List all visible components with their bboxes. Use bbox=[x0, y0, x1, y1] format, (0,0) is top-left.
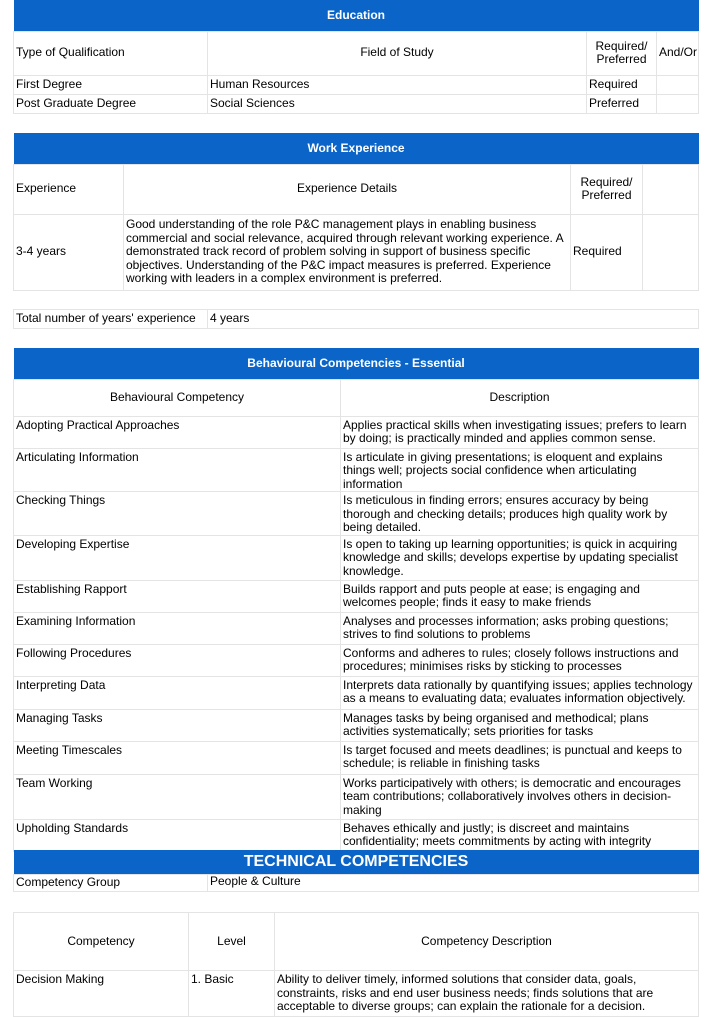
education-cell: First Degree bbox=[14, 75, 208, 94]
competency-name: Upholding Standards bbox=[14, 819, 341, 851]
education-header-type: Type of Qualification bbox=[14, 31, 208, 75]
competency-name: Developing Expertise bbox=[14, 535, 341, 580]
education-cell: Preferred bbox=[587, 94, 657, 113]
competency-name: Examining Information bbox=[14, 612, 341, 644]
table-row bbox=[14, 774, 699, 819]
total-experience-value: 4 years bbox=[208, 310, 699, 329]
table-row bbox=[14, 448, 699, 492]
table-row bbox=[14, 819, 699, 851]
competency-description: Analyses and processes information; asks probing questions; strives to find solutions to problems bbox=[341, 612, 699, 644]
table-row bbox=[14, 709, 699, 741]
table-row bbox=[14, 535, 699, 580]
competency-description: Conforms and adheres to rules; closely follows instructions and procedures; minimises risks by sticking to processes bbox=[341, 644, 699, 676]
behavioural-title: Behavioural Competencies - Essential bbox=[14, 348, 699, 379]
total-experience-label: Total number of years' experience bbox=[14, 310, 208, 329]
competency-description: Is meticulous in finding errors; ensures accuracy by being thorough and checking details; produces high quality work by being detailed. bbox=[341, 492, 699, 536]
competency-description: Is target focused and meets deadlines; is punctual and keeps to schedule; is reliable in finishing tasks bbox=[341, 741, 699, 774]
work-experience-table bbox=[13, 133, 699, 291]
table-row bbox=[14, 580, 699, 612]
technical-header-description: Competency Description bbox=[275, 913, 699, 971]
competency-name: Managing Tasks bbox=[14, 709, 341, 741]
education-title: Education bbox=[14, 0, 699, 31]
education-header-andor: And/Or bbox=[657, 31, 699, 75]
education-table bbox=[13, 0, 699, 114]
competency-description: Is open to taking up learning opportunities; is quick in acquiring knowledge and skills; develops expertise by updating specialist knowledge. bbox=[341, 535, 699, 580]
competency-name: Following Procedures bbox=[14, 644, 341, 676]
table-row bbox=[14, 492, 699, 536]
table-row bbox=[14, 612, 699, 644]
table-row bbox=[14, 214, 699, 290]
behavioural-header-competency: Behavioural Competency bbox=[14, 379, 341, 416]
education-cell: Social Sciences bbox=[208, 94, 587, 113]
total-experience-table bbox=[13, 309, 699, 329]
competency-description: Applies practical skills when investigating issues; prefers to learn by doing; is practically minded and applies common sense. bbox=[341, 416, 699, 448]
competency-name: Meeting Timescales bbox=[14, 741, 341, 774]
technical-competencies-header-table bbox=[13, 850, 699, 892]
table-row bbox=[14, 644, 699, 676]
technical-header-competency: Competency bbox=[14, 913, 189, 971]
competency-group-label: Competency Group bbox=[14, 874, 208, 891]
table-row bbox=[14, 971, 699, 1017]
technical-competency-name: Decision Making bbox=[14, 971, 189, 1017]
work-experience-extra bbox=[643, 214, 699, 290]
work-header-required: Required/ Preferred bbox=[571, 164, 643, 214]
education-cell: Post Graduate Degree bbox=[14, 94, 208, 113]
table-row bbox=[14, 741, 699, 774]
table-row bbox=[14, 94, 699, 113]
work-experience-value: 3-4 years bbox=[14, 214, 124, 290]
competency-description: Is articulate in giving presentations; is eloquent and explains things well; projects social confidence when articulating information bbox=[341, 448, 699, 492]
education-cell: Required bbox=[587, 75, 657, 94]
education-header-required: Required/ Preferred bbox=[587, 31, 657, 75]
competency-group-value: People & Culture bbox=[208, 874, 699, 891]
competency-name: Checking Things bbox=[14, 492, 341, 536]
behavioural-competencies-table bbox=[13, 348, 699, 852]
education-cell: Human Resources bbox=[208, 75, 587, 94]
table-row bbox=[14, 416, 699, 448]
competency-name: Interpreting Data bbox=[14, 676, 341, 709]
work-experience-required: Required bbox=[571, 214, 643, 290]
education-header-field: Field of Study bbox=[208, 31, 587, 75]
work-header-empty bbox=[643, 164, 699, 214]
technical-title: TECHNICAL COMPETENCIES bbox=[14, 850, 699, 874]
work-header-details: Experience Details bbox=[124, 164, 571, 214]
work-experience-details: Good understanding of the role P&C management plays in enabling business commercial and social relevance, acquired through relevant working experience. A demonstrated track record of problem solving in support of business specific objectives. Understanding of the P&C impact measures is preferred. Experience working with leaders in a complex environment is preferred. bbox=[124, 214, 571, 290]
table-row bbox=[14, 676, 699, 709]
competency-description: Manages tasks by being organised and methodical; plans activities systematically; sets priorities for tasks bbox=[341, 709, 699, 741]
technical-competencies-table bbox=[13, 912, 699, 1017]
competency-name: Establishing Rapport bbox=[14, 580, 341, 612]
competency-description: Interprets data rationally by quantifying issues; applies technology as a means to evaluating data; evaluates information objectively. bbox=[341, 676, 699, 709]
education-cell bbox=[657, 75, 699, 94]
behavioural-header-description: Description bbox=[341, 379, 699, 416]
competency-description: Builds rapport and puts people at ease; is engaging and welcomes people; finds it easy to make friends bbox=[341, 580, 699, 612]
competency-name: Articulating Information bbox=[14, 448, 341, 492]
work-header-experience: Experience bbox=[14, 164, 124, 214]
work-title: Work Experience bbox=[14, 133, 699, 164]
competency-name: Adopting Practical Approaches bbox=[14, 416, 341, 448]
education-cell bbox=[657, 94, 699, 113]
competency-description: Works participatively with others; is democratic and encourages team contributions; collaboratively involves others in decision-making bbox=[341, 774, 699, 819]
technical-competency-description: Ability to deliver timely, informed solutions that consider data, goals, constraints, risks and end user business needs; finds solutions that are acceptable to diverse groups; can explain the rationale for a decision. bbox=[275, 971, 699, 1017]
competency-description: Behaves ethically and justly; is discreet and maintains confidentiality; meets commitments by acting with integrity bbox=[341, 819, 699, 851]
technical-header-level: Level bbox=[189, 913, 275, 971]
table-row bbox=[14, 75, 699, 94]
competency-name: Team Working bbox=[14, 774, 341, 819]
technical-competency-level: 1. Basic bbox=[189, 971, 275, 1017]
